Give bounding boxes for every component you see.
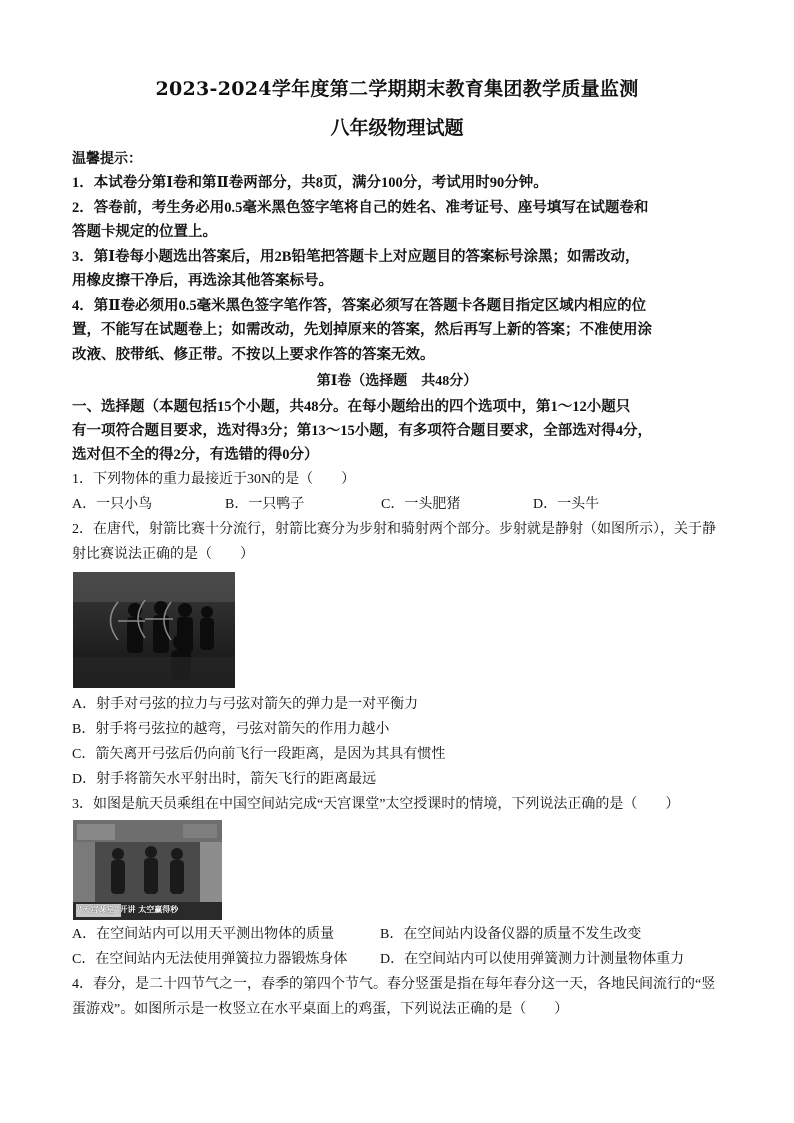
- q3-option-a: A．在空间站内可以用天平测出物体的质量: [72, 927, 335, 942]
- q1-option-b: B．一只鸭子: [225, 497, 305, 512]
- tips-heading: 温馨提示：: [72, 152, 142, 167]
- archery-photo: [73, 572, 235, 688]
- section-heading: 第Ⅰ卷（选择题 共48分）: [316, 374, 478, 389]
- q4-stem-line-2: 蛋游戏”。如图所示是一枚竖立在水平桌面上的鸡蛋，下列说法正确的是（ ）: [72, 1002, 569, 1017]
- tips-item-3-line-1: 3．第Ⅰ卷每小题选出答案后，用2B铅笔把答题卡上对应题目的答案标号涂黑；如需改动，: [72, 249, 640, 265]
- section-intro-line-1: 一、选择题（本题包括15个小题，共48分。在每小题给出的四个选项中，第1～12小题只: [72, 399, 631, 415]
- space-station-photo: [73, 820, 222, 920]
- tips-item-4-line-3: 改液、胶带纸、修正带。不按以上要求作答的答案无效。: [72, 347, 435, 363]
- q4-stem-line-1: 4．春分，是二十四节气之一，春季的第四个节气。春分竖蛋是指在每年春分这一天，各地民间流行的“竖: [72, 977, 716, 992]
- tips-item-2-line-2: 答题卡规定的位置上。: [72, 224, 217, 240]
- section-intro-line-3: 选对但不全的得2分，有选错的得0分）: [72, 447, 319, 463]
- tips-item-4-line-2: 置，不能写在试题卷上；如需改动，先划掉原来的答案，然后再写上新的答案；不准使用涂: [72, 322, 652, 338]
- q1-option-a: A．一只小鸟: [72, 497, 153, 512]
- q3-stem: 3．如图是航天员乘组在中国空间站完成“天宫课堂”太空授课时的情境，下列说法正确的是（ ）: [72, 797, 680, 812]
- q1-option-d: D．一头牛: [533, 497, 600, 512]
- tips-item-2-line-1: 2．答卷前，考生务必用0.5毫米黑色签字笔将自己的姓名、准考证号、座号填写在试题卷和: [72, 200, 649, 216]
- tips-item-1: 1．本试卷分第Ⅰ卷和第Ⅱ卷两部分，共8页，满分100分，考试用时90分钟。: [72, 175, 548, 191]
- q2-option-d: D．射手将箭矢水平射出时，箭矢飞行的距离最远: [72, 772, 377, 787]
- q2-option-a: A．射手对弓弦的拉力与弓弦对箭矢的弹力是一对平衡力: [72, 697, 419, 712]
- q3-option-c: C．在空间站内无法使用弹簧拉力器锻炼身体: [72, 952, 348, 967]
- exam-subtitle: 八年级物理试题: [330, 117, 464, 139]
- section-intro-line-2: 有一项符合题目要求，选对得3分；第13～15小题，有多项符合题目要求，全部选对得4分，: [72, 423, 652, 439]
- q3-option-b: B．在空间站内设备仪器的质量不发生改变: [380, 927, 642, 942]
- q2-stem-line-2: 射比赛说法正确的是（ ）: [72, 547, 254, 562]
- space-photo-caption: “天宫课堂”开讲 太空赢得秒: [77, 905, 179, 914]
- exam-title: 2023-2024学年度第二学期期末教育集团教学质量监测: [155, 78, 639, 100]
- q1-option-c: C．一头肥猪: [381, 497, 461, 512]
- q1-stem: 1．下列物体的重力最接近于30N的是（ ）: [72, 472, 356, 487]
- q3-option-d: D．在空间站内可以使用弹簧测力计测量物体重力: [380, 952, 685, 967]
- q2-option-b: B．射手将弓弦拉的越弯，弓弦对箭矢的作用力越小: [72, 722, 390, 737]
- q2-stem-line-1: 2．在唐代，射箭比赛十分流行，射箭比赛分为步射和骑射两个部分。步射就是静射（如图所示），关于静: [72, 522, 716, 537]
- tips-item-4-line-1: 4．第Ⅱ卷必须用0.5毫米黑色签字笔作答，答案必须写在答题卡各题目指定区域内相应的位: [72, 298, 647, 314]
- q2-option-c: C．箭矢离开弓弦后仍向前飞行一段距离，是因为其具有惯性: [72, 747, 446, 762]
- tips-item-3-line-2: 用橡皮擦干净后，再选涂其他答案标号。: [72, 273, 333, 289]
